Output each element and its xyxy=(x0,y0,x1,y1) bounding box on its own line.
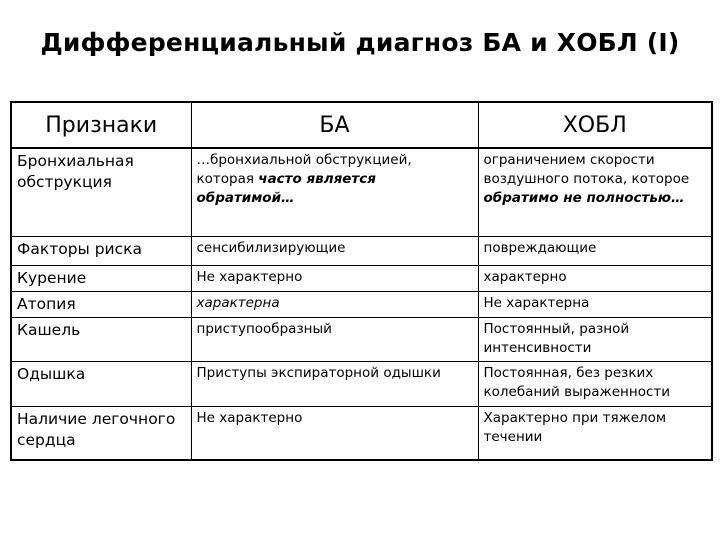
copd-cell: Постоянная, без резких колебаний выраженности xyxy=(478,361,712,406)
table-row xyxy=(11,406,712,460)
table-row xyxy=(11,317,712,361)
asthma-cell: Не характерно xyxy=(191,265,478,291)
feature-cell: Курение xyxy=(11,265,191,291)
feature-cell: Факторы риска xyxy=(11,236,191,265)
header-features: Признаки xyxy=(11,102,191,148)
copd-cell: повреждающие xyxy=(478,236,712,265)
copd-cell xyxy=(478,148,712,236)
asthma-cell: характерна xyxy=(191,291,478,317)
feature-cell: Бронхиальная обструкция xyxy=(11,148,191,236)
feature-cell: Одышка xyxy=(11,361,191,406)
copd-cell: Постоянный, разной интенсивности xyxy=(478,317,712,361)
slide-title: Дифференциальный диагноз БА и ХОБЛ (I) xyxy=(40,28,680,57)
asthma-cell: сенсибилизирующие xyxy=(191,236,478,265)
asthma-emphasis: часто является обратимой… xyxy=(196,171,376,206)
feature-cell: Кашель xyxy=(11,317,191,361)
copd-cell: Не характерна xyxy=(478,291,712,317)
table-header-row xyxy=(11,102,712,148)
table-row xyxy=(11,236,712,265)
differential-diagnosis-table xyxy=(10,101,713,461)
asthma-text: …бронхиальной обструкцией, которая xyxy=(196,152,412,187)
copd-cell: характерно xyxy=(478,265,712,291)
asthma-cell: Не характерно xyxy=(191,406,478,460)
asthma-cell xyxy=(191,148,478,236)
table-row xyxy=(11,265,712,291)
feature-cell: Атопия xyxy=(11,291,191,317)
table-row xyxy=(11,291,712,317)
copd-text: ограничением скорости воздушного потока, которое xyxy=(483,152,690,187)
asthma-cell: приступообразный xyxy=(191,317,478,361)
header-copd: ХОБЛ xyxy=(478,102,712,148)
copd-emphasis: обратимо не полностью… xyxy=(483,190,685,206)
feature-cell: Наличие легочного сердца xyxy=(11,406,191,460)
asthma-cell: Приступы экспираторной одышки xyxy=(191,361,478,406)
table-row xyxy=(11,361,712,406)
header-asthma: БА xyxy=(191,102,478,148)
copd-cell: Характерно при тяжелом течении xyxy=(478,406,712,460)
table-row xyxy=(11,148,712,236)
